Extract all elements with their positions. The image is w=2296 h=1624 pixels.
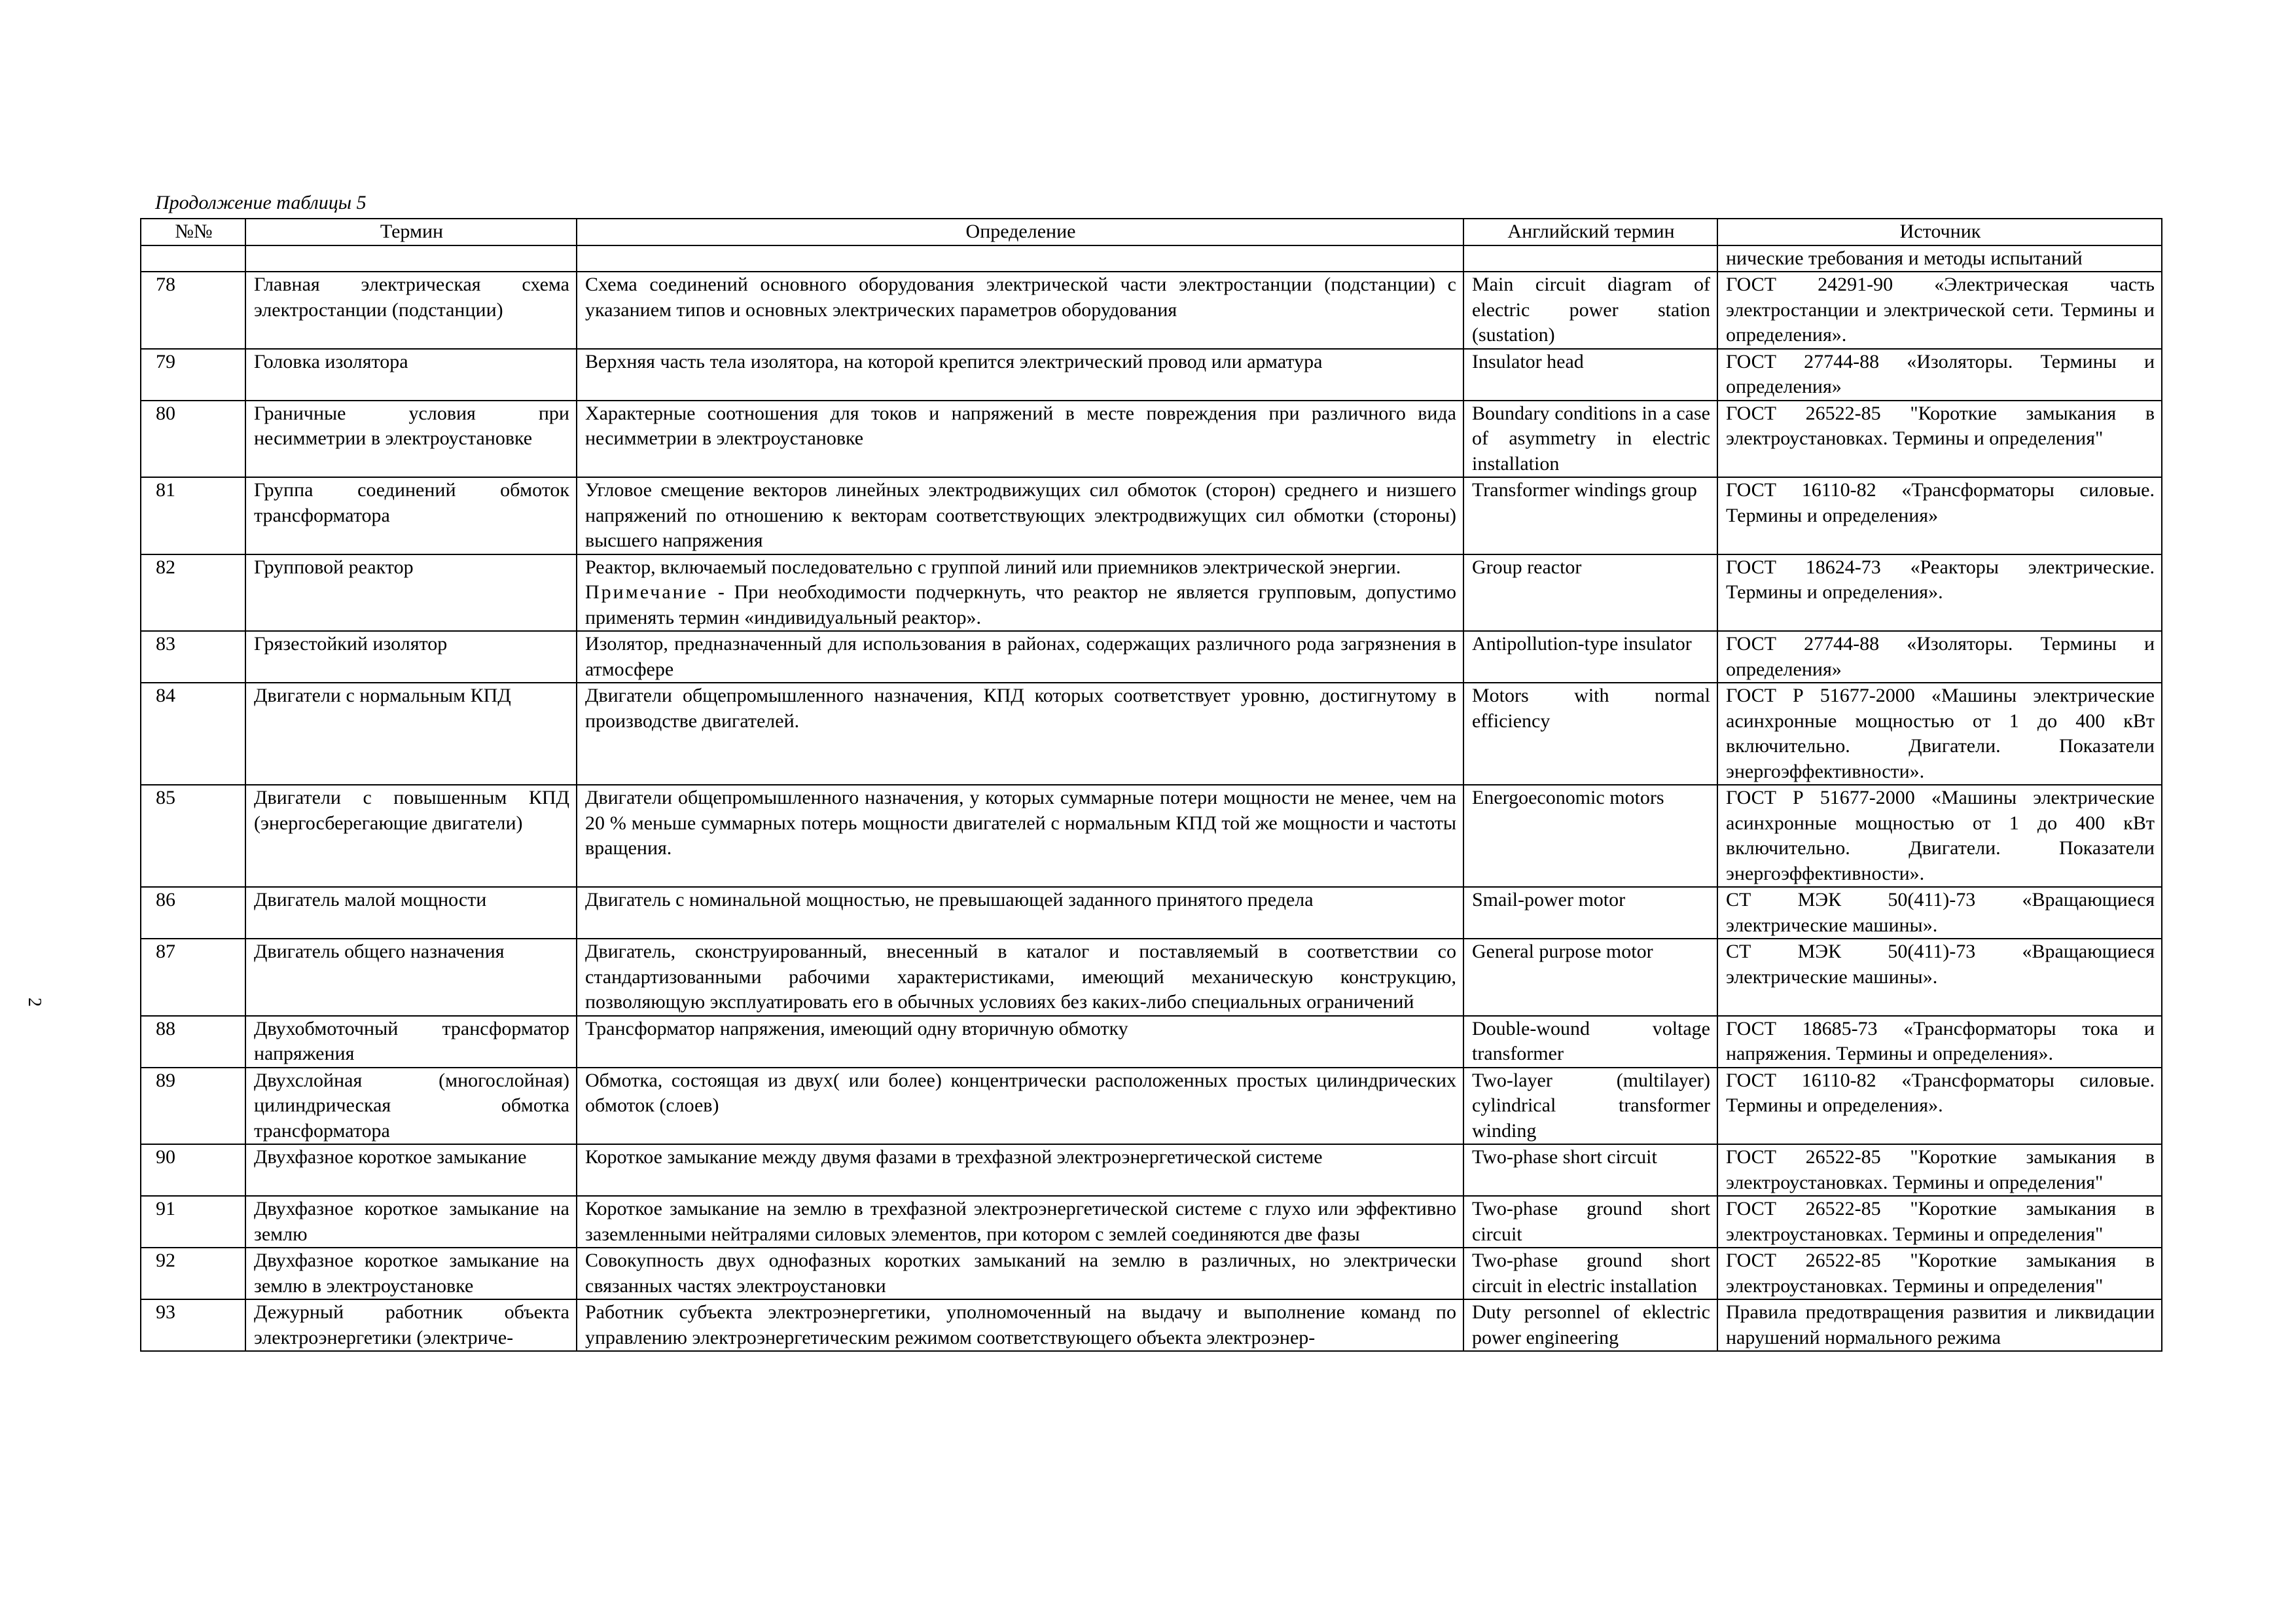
carryover-row (141, 245, 2162, 272)
table-row (141, 1144, 2162, 1196)
row-number-cell: 82 (141, 554, 245, 632)
definition-cell (577, 683, 1463, 785)
row-number-cell: 91 (141, 1196, 245, 1248)
row-number-cell: 84 (141, 683, 245, 785)
source-cell: ГОСТ 26522-85 "Короткие замыкания в электроустановках. Термины и определения" (1717, 1144, 2162, 1196)
table-caption: Продолжение таблицы 5 (155, 192, 367, 213)
definition-text: Двигатель, сконструированный, внесенный в каталог и поставляемый в соответствии со стандартизованными рабочими характеристиками, имеющий механическую конструкцию, позволяющую эксплуатировать его в обычных условиях без каких-либо специальных ограничений (585, 941, 1456, 1013)
table-row (141, 1299, 2162, 1351)
source-cell: ГОСТ 27744-88 «Изоляторы. Термины и определения» (1717, 349, 2162, 401)
english-term-cell: Energoeconomic motors (1463, 785, 1717, 887)
definition-text: Короткое замыкание между двумя фазами в трехфазной электроэнергетической системе (585, 1146, 1323, 1168)
english-term-cell: Antipollution-type insulator (1463, 631, 1717, 683)
english-term-cell: General purpose motor (1463, 939, 1717, 1016)
header-source: Источник (1717, 219, 2162, 245)
carryover-source-cell: нические требования и методы испытаний (1717, 245, 2162, 272)
english-term-cell: Group reactor (1463, 554, 1717, 632)
english-term-cell: Boundary conditions in a case of asymmetry in electric installation (1463, 401, 1717, 478)
definition-text: Двигатели общепромышленного назначения, у которых суммарные потери мощности не менее, чем на 20 % меньше суммарных потерь мощности двигателей с нормальным КПД той же мощности и частоты вращения. (585, 787, 1456, 859)
note-text: - При необходимости подчеркнуть, что реактор не является групповым, допустимо применять термин «индивидуальный реактор». (585, 581, 1456, 628)
row-number-cell: 92 (141, 1248, 245, 1299)
english-term-cell: Main circuit diagram of electric power station (sustation) (1463, 272, 1717, 349)
definition-cell (577, 272, 1463, 349)
table-row (141, 401, 2162, 478)
term-cell: Двухфазное короткое замыкание на землю в электроустановке (245, 1248, 577, 1299)
definition-text: Обмотка, состоящая из двух( или более) концентрически расположенных простых цилиндрических обмоток (слоев) (585, 1069, 1456, 1116)
row-number-cell: 80 (141, 401, 245, 478)
term-cell: Двигатели с нормальным КПД (245, 683, 577, 785)
term-cell: Двигатели с повышенным КПД (энергосберегающие двигатели) (245, 785, 577, 887)
source-cell: ГОСТ Р 51677-2000 «Машины электрические асинхронные мощностью от 1 до 400 кВт включительно. Двигатели. Показатели энергоэффективности». (1717, 785, 2162, 887)
row-number-cell: 86 (141, 887, 245, 939)
term-cell: Двигатель малой мощности (245, 887, 577, 939)
definition-cell (577, 401, 1463, 478)
terms-table (140, 218, 2162, 1352)
source-cell: ГОСТ 18624-73 «Реакторы электрические. Термины и определения». (1717, 554, 2162, 632)
definition-cell (577, 1299, 1463, 1351)
row-number-cell: 89 (141, 1068, 245, 1145)
source-cell: ГОСТ 26522-85 "Короткие замыкания в электроустановках. Термины и определения" (1717, 1196, 2162, 1248)
source-cell: ГОСТ 26522-85 "Короткие замыкания в электроустановках. Термины и определения" (1717, 401, 2162, 478)
note-label: Примечание (585, 581, 709, 603)
source-cell: ГОСТ 26522-85 "Короткие замыкания в электроустановках. Термины и определения" (1717, 1248, 2162, 1299)
table-row (141, 939, 2162, 1016)
term-cell: Групповой реактор (245, 554, 577, 632)
english-term-cell: Double-wound voltage transformer (1463, 1016, 1717, 1068)
definition-text: Схема соединений основного оборудования электрической части электростанции (подстанции) с указанием типов и основных электрических параметров оборудования (585, 274, 1456, 321)
definition-text: Характерные соотношения для токов и напряжений в месте повреждения при различного вида несимметрии в электроустановке (585, 402, 1456, 449)
definition-cell (577, 887, 1463, 939)
source-cell: СТ МЭК 50(411)-73 «Вращающиеся электрические машины». (1717, 939, 2162, 1016)
english-term-cell: Motors with normal efficiency (1463, 683, 1717, 785)
source-cell: ГОСТ 16110-82 «Трансформаторы силовые. Термины и определения». (1717, 1068, 2162, 1145)
row-number-cell: 88 (141, 1016, 245, 1068)
table-row (141, 1016, 2162, 1068)
definition-text: Двигатель с номинальной мощностью, не превышающей заданного принятого предела (585, 889, 1314, 911)
english-term-cell: Two-phase ground short circuit (1463, 1196, 1717, 1248)
english-term-cell: Insulator head (1463, 349, 1717, 401)
row-number-cell: 93 (141, 1299, 245, 1351)
row-number-cell: 78 (141, 272, 245, 349)
definition-cell (577, 554, 1463, 632)
english-term-cell: Smail-power motor (1463, 887, 1717, 939)
row-number-cell: 79 (141, 349, 245, 401)
source-cell: Правила предотвращения развития и ликвидации нарушений нормального режима (1717, 1299, 2162, 1351)
definition-text: Трансформатор напряжения, имеющий одну вторичную обмотку (585, 1017, 1128, 1039)
source-cell: ГОСТ 18685-73 «Трансформаторы тока и напряжения. Термины и определения». (1717, 1016, 2162, 1068)
definition-cell (577, 1016, 1463, 1068)
term-cell: Двухфазное короткое замыкание на землю (245, 1196, 577, 1248)
definition-text: Верхняя часть тела изолятора, на которой крепится электрический провод или арматура (585, 350, 1323, 372)
table-row (141, 631, 2162, 683)
definition-text: Работник субъекта электроэнергетики, уполномоченный на выдачу и выполнение команд по управлению электроэнергетическим режимом соответствующего объекта электроэнер- (585, 1301, 1456, 1348)
source-cell: ГОСТ 16110-82 «Трансформаторы силовые. Термины и определения» (1717, 477, 2162, 554)
header-definition: Определение (577, 219, 1463, 245)
definition-cell (577, 349, 1463, 401)
table-row (141, 477, 2162, 554)
table-row (141, 349, 2162, 401)
term-cell: Группа соединений обмоток трансформатора (245, 477, 577, 554)
header-english-term: Английский термин (1463, 219, 1717, 245)
row-number-cell: 90 (141, 1144, 245, 1196)
english-term-cell: Two-phase ground short circuit in electric installation (1463, 1248, 1717, 1299)
table-row (141, 1196, 2162, 1248)
source-cell: ГОСТ 27744-88 «Изоляторы. Термины и определения» (1717, 631, 2162, 683)
term-cell: Двухобмоточный трансформатор напряжения (245, 1016, 577, 1068)
term-cell: Дежурный работник объекта электроэнергетики (электриче- (245, 1299, 577, 1351)
definition-cell (577, 631, 1463, 683)
definition-cell (577, 1196, 1463, 1248)
definition-cell (577, 785, 1463, 887)
definition-cell (577, 1248, 1463, 1299)
table-row (141, 683, 2162, 785)
row-number-cell: 83 (141, 631, 245, 683)
definition-text: Угловое смещение векторов линейных электродвижущих сил обмоток (сторон) среднего и низшего напряжений по отношению к векторам соответствующих электродвижущих сил обмотки (стороны) высшего напряжения (585, 479, 1456, 551)
definition-cell (577, 1144, 1463, 1196)
english-term-cell: Duty personnel of eklectric power engineering (1463, 1299, 1717, 1351)
row-number-cell: 87 (141, 939, 245, 1016)
table-row (141, 1248, 2162, 1299)
definition-text: Короткое замыкание на землю в трехфазной электроэнергетической системе с глухо или эффективно заземленными нейтралями силовых элементов, при котором с землей соединяются две фазы (585, 1198, 1456, 1245)
english-term-cell: Two-phase short circuit (1463, 1144, 1717, 1196)
header-term: Термин (245, 219, 577, 245)
term-cell: Двигатель общего назначения (245, 939, 577, 1016)
definition-text: Совокупность двух однофазных коротких замыканий на землю в различных, но электрически связанных частях электроустановки (585, 1250, 1456, 1297)
header-number: №№ (141, 219, 245, 245)
definition-text: Изолятор, предназначенный для использования в районах, содержащих различного рода загрязнения в атмосфере (585, 633, 1456, 680)
table-row (141, 272, 2162, 349)
table-row (141, 554, 2162, 632)
definition-text: Реактор, включаемый последовательно с группой линий или приемников электрической энергии. (585, 556, 1401, 578)
table-row (141, 887, 2162, 939)
row-number-cell: 81 (141, 477, 245, 554)
page-number: 2 (24, 998, 45, 1007)
term-cell: Головка изолятора (245, 349, 577, 401)
term-cell: Главная электрическая схема электростанции (подстанции) (245, 272, 577, 349)
definition-cell (577, 1068, 1463, 1145)
english-term-cell: Two-layer (multilayer) cylindrical transformer winding (1463, 1068, 1717, 1145)
definition-cell (577, 939, 1463, 1016)
term-cell: Двухслойная (многослойная) цилиндрическая обмотка трансформатора (245, 1068, 577, 1145)
term-cell: Двухфазное короткое замыкание (245, 1144, 577, 1196)
source-cell: СТ МЭК 50(411)-73 «Вращающиеся электрические машины». (1717, 887, 2162, 939)
table-row (141, 785, 2162, 887)
definition-text: Двигатели общепромышленного назначения, КПД которых соответствует уровню, достигнутому в производстве двигателей. (585, 685, 1456, 732)
source-cell: ГОСТ Р 51677-2000 «Машины электрические асинхронные мощностью от 1 до 400 кВт включительно. Двигатели. Показатели энергоэффективности». (1717, 683, 2162, 785)
table-header-row (141, 219, 2162, 245)
english-term-cell: Transformer windings group (1463, 477, 1717, 554)
table-row (141, 1068, 2162, 1145)
term-cell: Грязестойкий изолятор (245, 631, 577, 683)
row-number-cell: 85 (141, 785, 245, 887)
term-cell: Граничные условия при несимметрии в электроустановке (245, 401, 577, 478)
source-cell: ГОСТ 24291-90 «Электрическая часть электростанции и электрической сети. Термины и определения». (1717, 272, 2162, 349)
definition-cell (577, 477, 1463, 554)
